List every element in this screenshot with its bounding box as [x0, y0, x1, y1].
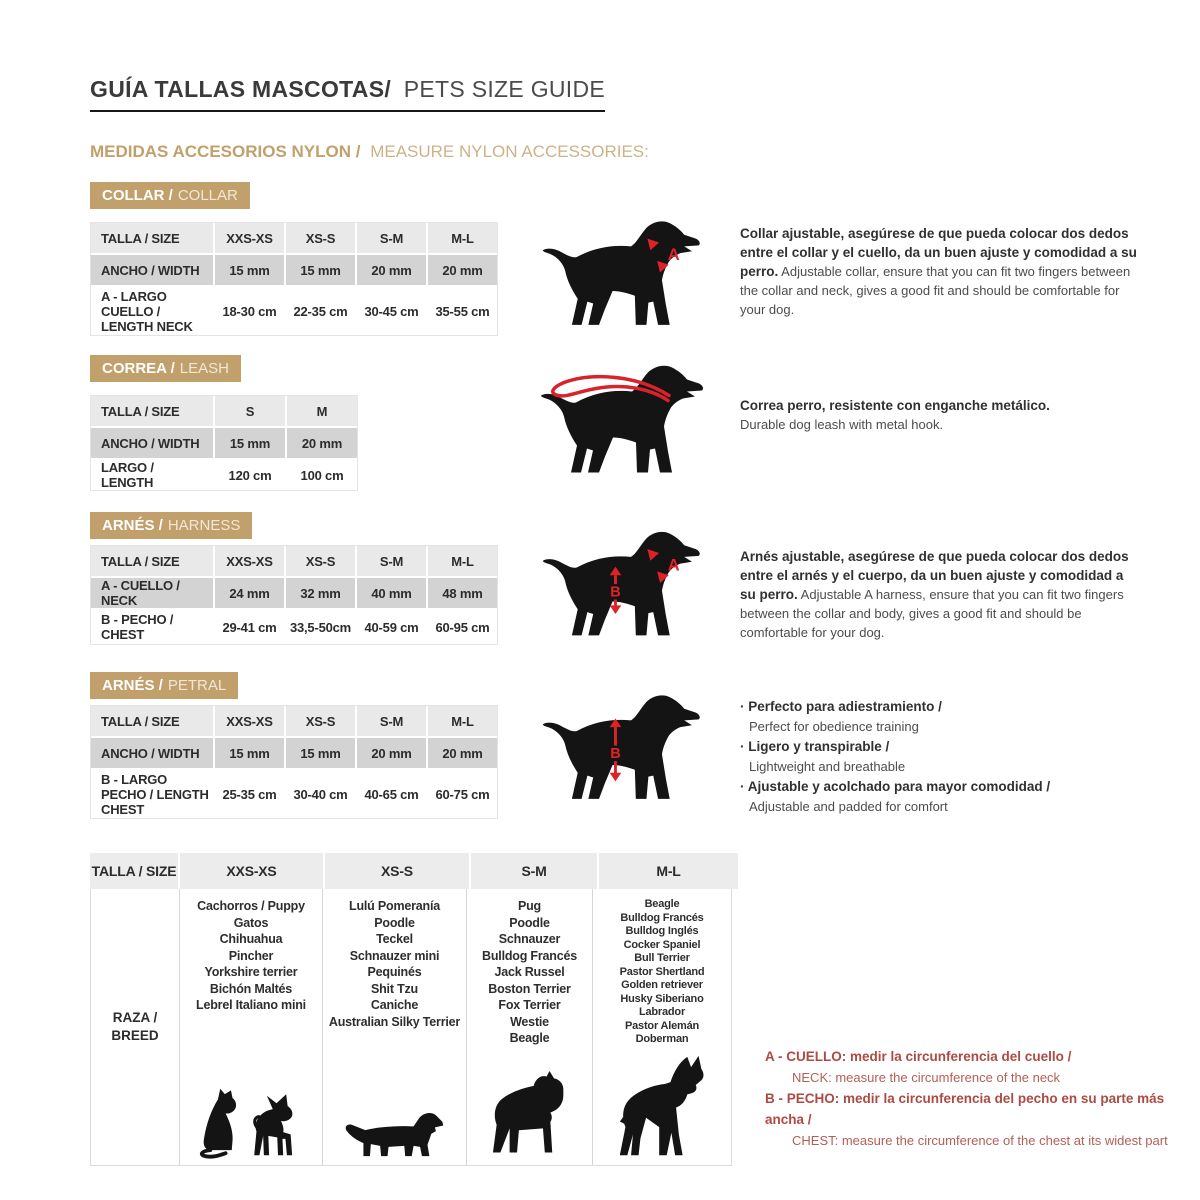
- breed-col-xs-s: [322, 889, 466, 1165]
- breed-table-body: [90, 889, 732, 1166]
- leash-description: [740, 396, 1142, 434]
- collar-neck-label: A - LARGO CUELLO / LENGTH NECK: [91, 287, 213, 335]
- chihuahua-silhouette: [252, 1089, 304, 1159]
- petral-section-tag: [90, 672, 238, 699]
- breed-item: Schnauzer: [498, 932, 561, 946]
- leash-tag-es: CORREA /: [102, 360, 175, 377]
- petral-header-xxs-xs: XXS-XS: [215, 706, 284, 736]
- petral-header-s-m: S-M: [357, 706, 426, 736]
- breed-col-s-m: [466, 889, 592, 1165]
- breed-item: Bull Terrier: [634, 952, 690, 964]
- breed-item: Beagle: [509, 1031, 550, 1045]
- breed-item: Lulú Pomeranía: [349, 899, 440, 913]
- leash-width-0: 15 mm: [215, 428, 285, 458]
- harness-chest-3: 60-95 cm: [428, 610, 497, 644]
- measure-arrow: [610, 773, 622, 782]
- note-chest-es: B - PECHO: medir la circunferencia del pecho en su parte más ancha /: [765, 1091, 1165, 1127]
- collar-width-0: 15 mm: [215, 255, 284, 285]
- petral-width-1: 15 mm: [286, 738, 355, 768]
- harness-table: [90, 545, 498, 645]
- neck-marker-label: A: [667, 556, 680, 575]
- breed-item: Poodle: [509, 915, 550, 930]
- breed-row-label-en: BREED: [111, 1028, 159, 1043]
- breed-item: Bichón Maltés: [209, 981, 293, 996]
- collar-tag-es: COLLAR /: [102, 187, 173, 204]
- petral-width-3: 20 mm: [428, 738, 497, 768]
- breed-col-m-l: [592, 889, 731, 1165]
- note-chest-en: CHEST: measure the circumference of the chest at its widest part: [792, 1133, 1168, 1148]
- petral-bullet-en: Perfect for obedience training: [749, 719, 919, 734]
- breed-item: Poodle: [374, 915, 415, 930]
- petral-tag-es: ARNÉS /: [102, 677, 163, 694]
- breed-header-size: TALLA / SIZE: [90, 853, 178, 889]
- breed-col-xxs-xs: [179, 889, 322, 1165]
- petral-width-label: ANCHO / WIDTH: [91, 738, 213, 768]
- harness-header-m-l: M-L: [428, 546, 497, 576]
- page-subtitle: [90, 142, 649, 162]
- schnauzer-silhouette: [489, 1071, 571, 1159]
- breed-header-xxs-xs: XXS-XS: [180, 853, 323, 889]
- breed-item: Cachorros / Puppy: [197, 899, 305, 913]
- measurement-notes: [765, 1046, 1175, 1151]
- collar-neck-0: 18-30 cm: [215, 287, 284, 335]
- leash-width-1: 20 mm: [287, 428, 357, 458]
- collar-neck-2: 30-45 cm: [357, 287, 426, 335]
- petral-feature-list: [740, 697, 1150, 817]
- dog-silhouette-leash: [536, 362, 726, 478]
- harness-neck-label: A - CUELLO / NECK: [91, 578, 213, 608]
- silhouette-row: [343, 1105, 447, 1165]
- breed-header-m-l: M-L: [599, 853, 738, 889]
- breed-item: Fox Terrier: [498, 998, 561, 1012]
- page-subtitle-es: MEDIDAS ACCESORIOS NYLON /: [90, 142, 361, 161]
- harness-chest-0: 29-41 cm: [215, 610, 284, 644]
- breed-item: Caniche: [370, 998, 419, 1012]
- leash-tag-en: LEASH: [179, 360, 229, 377]
- leash-header-m: M: [287, 396, 357, 426]
- breed-item: Cocker Spaniel: [623, 938, 701, 951]
- collar-header-m-l: M-L: [428, 223, 497, 253]
- breed-item: Yorkshire terrier: [204, 965, 298, 979]
- note-neck-es: A - CUELLO: medir la circunferencia del cuello /: [765, 1049, 1072, 1064]
- cat-silhouette: [198, 1083, 244, 1159]
- breed-item: Doberman: [635, 1033, 689, 1045]
- petral-width-2: 20 mm: [357, 738, 426, 768]
- leash-desc-es: Correa perro, resistente con enganche metálico.: [740, 398, 1050, 413]
- dachshund-silhouette: [343, 1105, 447, 1159]
- leash-length-0: 120 cm: [215, 460, 285, 490]
- collar-tag-en: COLLAR: [177, 187, 238, 204]
- chest-marker-label: B: [610, 584, 621, 601]
- collar-desc-en: Adjustable collar, ensure that you can fit two fingers between the collar and neck, gives a good fit and should be comfortable for your dog.: [740, 264, 1131, 317]
- harness-chest-label: B - PECHO / CHEST: [91, 610, 213, 644]
- breed-item: Westie: [510, 1014, 549, 1029]
- harness-desc-en: Adjustable A harness, ensure that you can fit two fingers between the collar and body, gives a good fit and should be comfortable for your dog.: [740, 587, 1124, 640]
- note-neck-en: NECK: measure the circumference of the neck: [792, 1070, 1061, 1085]
- breed-header-xs-s: XS-S: [325, 853, 469, 889]
- collar-width-label: ANCHO / WIDTH: [91, 255, 213, 285]
- collar-table: [90, 222, 498, 336]
- breed-row-label-es: RAZA /: [112, 1010, 158, 1025]
- silhouette-row: [489, 1071, 571, 1165]
- collar-width-1: 15 mm: [286, 255, 355, 285]
- dog-silhouette-harness: [538, 528, 722, 641]
- petral-bullet-es: · Ligero y transpirable /: [740, 737, 1150, 757]
- breed-table-header: [90, 853, 732, 889]
- petral-tag-en: PETRAL: [167, 677, 227, 694]
- petral-header-xs-s: XS-S: [286, 706, 355, 736]
- leash-length-label: LARGO / LENGTH: [91, 460, 213, 490]
- harness-description: [740, 547, 1142, 642]
- breed-item: Pug: [517, 899, 541, 913]
- petral-bullet-es: · Perfecto para adiestramiento /: [740, 697, 1150, 717]
- page-title-en: PETS SIZE GUIDE: [403, 76, 606, 102]
- harness-header-xs-s: XS-S: [286, 546, 355, 576]
- harness-tag-es: ARNÉS /: [102, 517, 163, 534]
- leash-section-tag: [90, 355, 241, 382]
- breed-item: Schnauzer mini: [349, 948, 440, 963]
- petral-chest-1: 30-40 cm: [286, 770, 355, 818]
- leash-width-label: ANCHO / WIDTH: [91, 428, 213, 458]
- silhouette-row: [198, 1083, 304, 1165]
- petral-bullet-en: Lightweight and breathable: [749, 759, 906, 774]
- breed-item: Husky Siberiano: [620, 992, 704, 1005]
- harness-neck-3: 48 mm: [428, 578, 497, 608]
- measure-arrow: [610, 605, 622, 614]
- harness-header-s-m: S-M: [357, 546, 426, 576]
- breed-item: Gatos: [233, 915, 269, 930]
- petral-chest-3: 60-75 cm: [428, 770, 497, 818]
- harness-section-tag: [90, 512, 252, 539]
- harness-header-xxs-xs: XXS-XS: [215, 546, 284, 576]
- leash-table: [90, 395, 358, 491]
- harness-neck-0: 24 mm: [215, 578, 284, 608]
- silhouette-row: [614, 1054, 710, 1165]
- petral-chest-label: B - LARGO PECHO / LENGTH CHEST: [91, 770, 213, 818]
- petral-chest-0: 25-35 cm: [215, 770, 284, 818]
- collar-header-size: TALLA / SIZE: [91, 223, 213, 253]
- page-title-es: GUÍA TALLAS MASCOTAS/: [90, 76, 392, 102]
- petral-chest-2: 40-65 cm: [357, 770, 426, 818]
- page-subtitle-en: MEASURE NYLON ACCESSORIES:: [370, 142, 649, 161]
- breed-item: Pastor Alemán: [624, 1019, 700, 1032]
- dog-silhouette-collar: [538, 218, 722, 330]
- collar-width-3: 20 mm: [428, 255, 497, 285]
- petral-bullet-en: Adjustable and padded for comfort: [749, 799, 948, 814]
- breed-header-s-m: S-M: [471, 853, 597, 889]
- leash-header-size: TALLA / SIZE: [91, 396, 213, 426]
- breed-item: Australian Silky Terrier: [328, 1014, 461, 1029]
- breed-size-table: [90, 853, 732, 1166]
- breed-item: Teckel: [376, 932, 413, 946]
- breed-item: Pincher: [228, 948, 274, 963]
- harness-chest-1: 33,5-50cm: [286, 610, 355, 644]
- chest-marker-label: B: [610, 746, 621, 763]
- collar-header-s-m: S-M: [357, 223, 426, 253]
- collar-description: [740, 224, 1142, 319]
- collar-width-2: 20 mm: [357, 255, 426, 285]
- leash-length-1: 100 cm: [287, 460, 357, 490]
- harness-chest-2: 40-59 cm: [357, 610, 426, 644]
- neck-marker-label: A: [667, 245, 680, 264]
- dog-silhouette-petral: [538, 690, 722, 806]
- harness-header-size: TALLA / SIZE: [91, 546, 213, 576]
- breed-item: Bulldog Francés: [620, 911, 704, 924]
- leash-desc-en: Durable dog leash with metal hook.: [740, 417, 944, 432]
- breed-item: Jack Russel: [494, 965, 565, 979]
- doberman-silhouette: [614, 1054, 710, 1159]
- harness-desc-es: Arnés ajustable, asegúrese de que pueda colocar dos dedos entre el arnés y el cuerpo, da un buen ajuste y comodidad a su perro.: [740, 549, 1129, 602]
- breed-item: Chihuahua: [219, 932, 283, 946]
- petral-table: [90, 705, 498, 819]
- breed-item: Boston Terrier: [488, 981, 571, 996]
- harness-neck-2: 40 mm: [357, 578, 426, 608]
- breed-item: Lebrel Italiano mini: [196, 998, 306, 1012]
- breed-item: Pequinés: [367, 965, 422, 979]
- page-title: [90, 76, 605, 112]
- collar-header-xs-s: XS-S: [286, 223, 355, 253]
- breed-item: Beagle: [644, 898, 680, 910]
- harness-neck-1: 32 mm: [286, 578, 355, 608]
- breed-item: Pastor Shertland: [619, 965, 705, 978]
- collar-neck-1: 22-35 cm: [286, 287, 355, 335]
- breed-row-label: [91, 889, 179, 1165]
- breed-item: Shit Tzu: [370, 981, 418, 996]
- petral-width-0: 15 mm: [215, 738, 284, 768]
- breed-item: Golden retriever: [621, 979, 703, 991]
- collar-section-tag: [90, 182, 250, 209]
- harness-tag-en: HARNESS: [167, 517, 241, 534]
- breed-item: Labrador: [638, 1006, 686, 1018]
- petral-bullet-es: · Ajustable y acolchado para mayor comodidad /: [740, 777, 1150, 797]
- breed-item: Bulldog Francés: [482, 948, 577, 963]
- petral-header-size: TALLA / SIZE: [91, 706, 213, 736]
- breed-item: Bulldog Inglés: [625, 925, 699, 937]
- collar-desc-es: Collar ajustable, asegúrese de que pueda colocar dos dedos entre el collar y el cuello, da un buen ajuste y comodidad a su perro.: [740, 226, 1137, 279]
- petral-header-m-l: M-L: [428, 706, 497, 736]
- collar-neck-3: 35-55 cm: [428, 287, 497, 335]
- collar-header-xxs-xs: XXS-XS: [215, 223, 284, 253]
- leash-header-s: S: [215, 396, 285, 426]
